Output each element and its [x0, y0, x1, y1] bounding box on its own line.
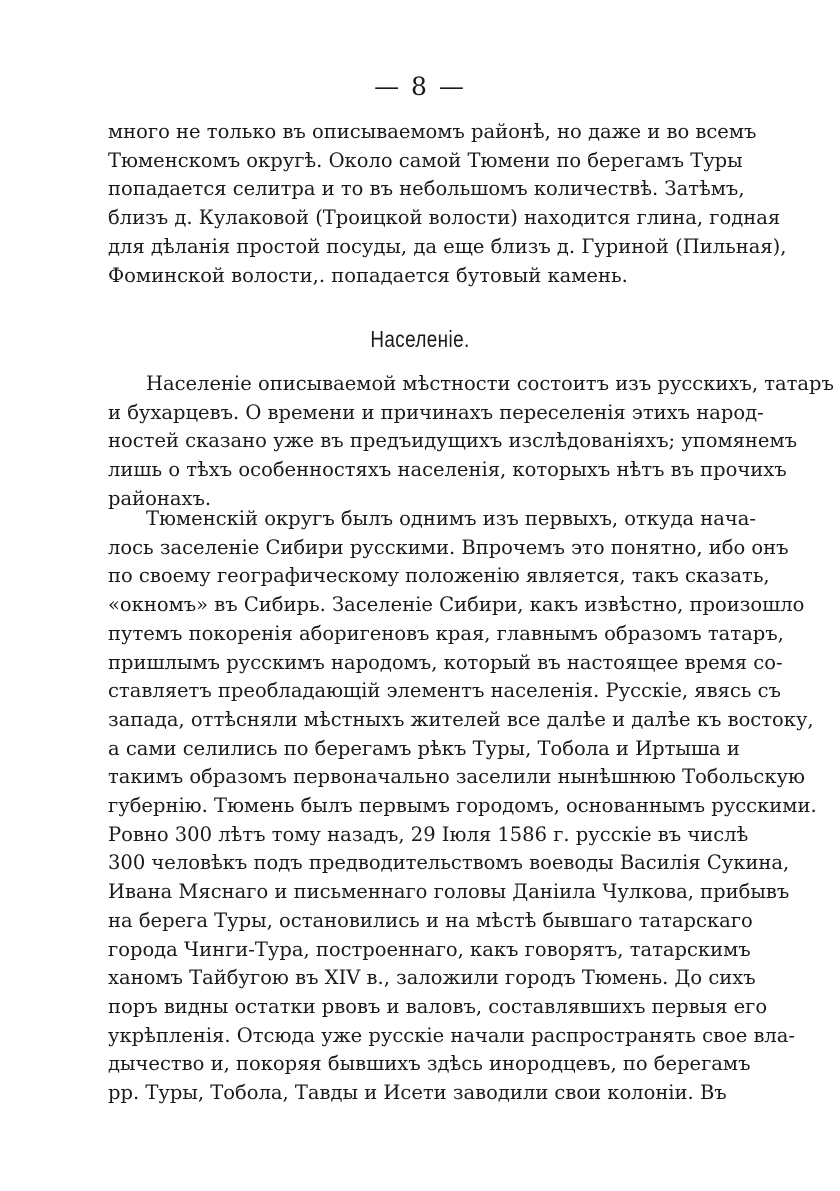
- text-line: Населеніе описываемой мѣстности состоитъ изъ русскихъ, татаръ: [146, 372, 834, 395]
- text-line: поръ видны остатки рвовъ и валовъ, составлявшихъ первыя его: [108, 994, 768, 1018]
- text-line: попадается селитра и то въ небольшомъ количествѣ. Затѣмъ,: [108, 177, 745, 201]
- text-line: «окномъ» въ Сибирь. Заселеніе Сибири, какъ извѣстно, произошло: [108, 593, 805, 617]
- paragraph: [108, 118, 787, 290]
- text-line: города Чинги-Тура, построеннаго, какъ говорятъ, татарскимъ: [108, 937, 751, 961]
- text-line: много не только въ описываемомъ районѣ, но даже и во всемъ: [108, 120, 757, 143]
- text-line: на берега Туры, остановились и на мѣстѣ бывшаго татарскаго: [108, 908, 753, 932]
- text-line: ханомъ Тайбугою въ XIV в., заложили городъ Тюмень. До сихъ: [108, 966, 756, 990]
- text-line: укрѣпленія. Отсюда уже русскіе начали распространять свое вла-: [108, 1023, 796, 1047]
- text-line: такимъ образомъ первоначально заселили нынѣшнюю Тобольскую: [108, 765, 805, 789]
- text-line: для дѣланія простой посуды, да еще близъ д. Гуриной (Пильная),: [108, 234, 787, 258]
- text-line: ставляетъ преобладающій элементъ населенія. Русскіе, явясь съ: [108, 679, 781, 703]
- text-line: запада, оттѣсняли мѣстныхъ жителей все далѣе и далѣе къ востоку,: [108, 707, 814, 731]
- text-line: близъ д. Кулаковой (Троицкой волости) находится глина, годная: [108, 206, 781, 230]
- text-line: Тюменскій округъ былъ однимъ изъ первыхъ, откуда нача-: [146, 507, 757, 530]
- text-line: Ровно 300 лѣтъ тому назадъ, 29 Іюля 1586 г. русскіе въ числѣ: [108, 822, 749, 846]
- text-line: районахъ.: [108, 486, 212, 510]
- section-heading: Населеніе.: [370, 326, 470, 352]
- text-line: путемъ покоренія аборигеновъ края, главнымъ образомъ татаръ,: [108, 621, 784, 645]
- text-line: ностей сказано уже въ предъидущихъ изслѣдованіяхъ; упомянемъ: [108, 429, 798, 453]
- text-line: и бухарцевъ. О времени и причинахъ переселенія этихъ народ-: [108, 400, 764, 424]
- text-line: 300 человѣкъ подъ предводительствомъ воеводы Василія Сукина,: [108, 851, 790, 875]
- text-line: губернію. Тюмень былъ первымъ городомъ, основаннымъ русскими.: [108, 794, 817, 818]
- text-line: лишь о тѣхъ особенностяхъ населенія, которыхъ нѣтъ въ прочихъ: [108, 458, 787, 482]
- text-line: лось заселеніе Сибири русскими. Впрочемъ это понятно, ибо онъ: [108, 535, 789, 559]
- text-line: рр. Туры, Тобола, Тавды и Исети заводили свои колоніи. Въ: [108, 1081, 727, 1105]
- paragraph: [108, 370, 834, 514]
- text-line: Ивана Мяснаго и письменнаго головы Даніила Чулкова, прибывъ: [108, 880, 790, 904]
- text-line: Фоминской волости,. попадается бутовый камень.: [108, 263, 628, 287]
- text-line: дычество и, покоряя бывшихъ здѣсь инородцевъ, по берегамъ: [108, 1052, 751, 1076]
- text-line: а сами селились по берегамъ рѣкъ Туры, Тобола и Иртыша и: [108, 736, 740, 760]
- paragraph: [108, 505, 817, 1108]
- text-line: по своему географическому положенію является, такъ сказать,: [108, 564, 770, 588]
- page-number: — 8 —: [374, 72, 466, 101]
- text-line: пришлымъ русскимъ народомъ, который въ настоящее время со-: [108, 650, 783, 674]
- text-line: Тюменскомъ округѣ. Около самой Тюмени по берегамъ Туры: [108, 148, 743, 172]
